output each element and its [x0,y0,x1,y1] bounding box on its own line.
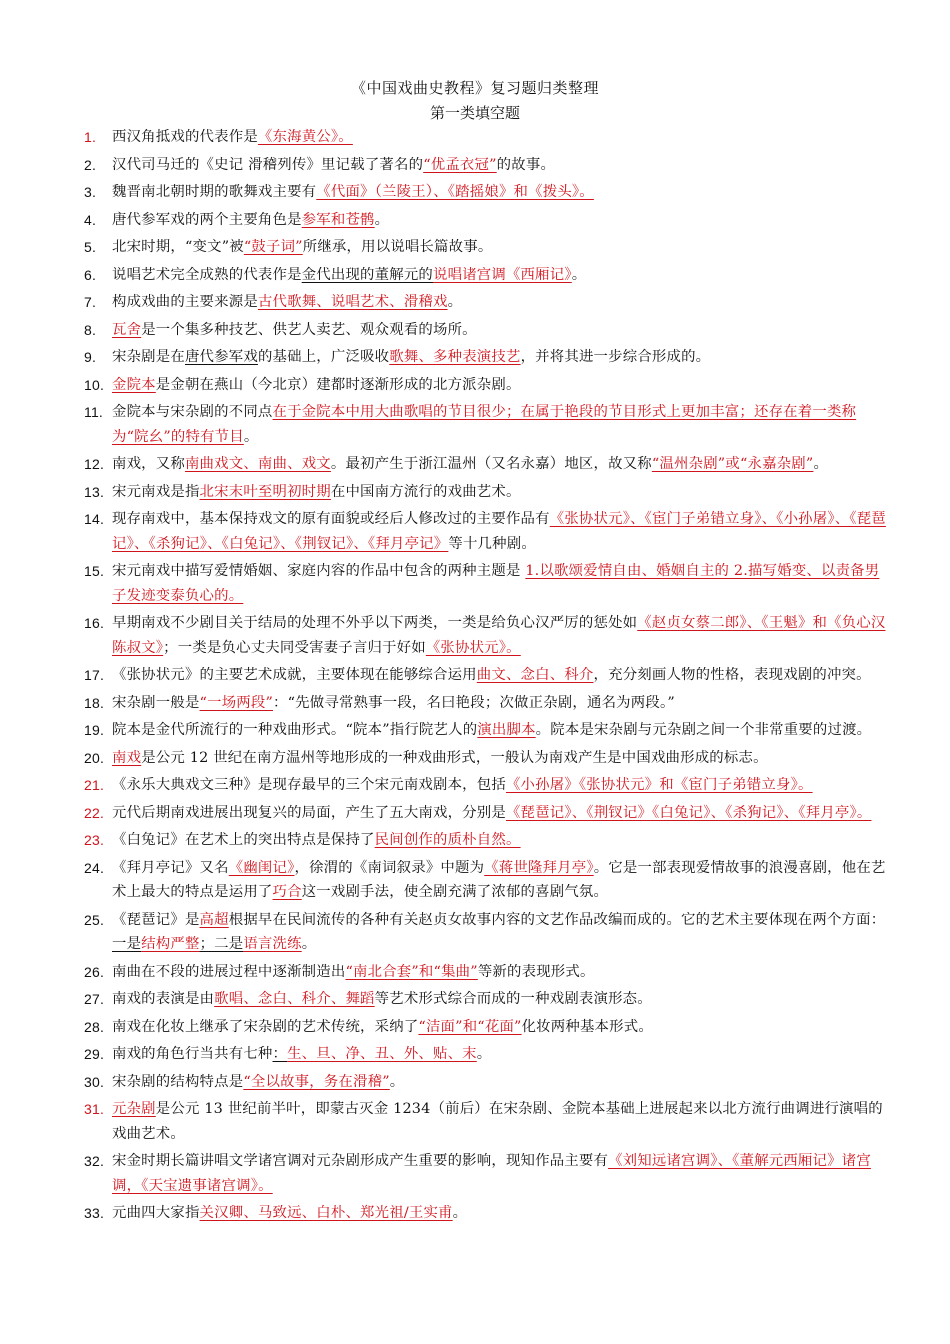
question-list [84,125,890,1229]
question-number: 27. [84,991,105,1007]
answer-text: “一场两段” [199,694,274,711]
question-item [84,1042,890,1067]
question-item [84,180,890,205]
answer-text: 歌唱、念白、科介、舞蹈 [214,991,375,1007]
question-item [84,691,890,716]
question-number: 4. [84,211,97,228]
answer-text: 元杂剧 [112,1101,156,1117]
question-text: 。它是一部表现爱情故事的浪漫喜剧，他在艺术上最大的特点是运用了 [112,859,886,900]
answer-text: 北宋末叶至明初时期 [199,483,331,500]
question-text: 《张协状元》的主要艺术成就，主要体现在能够综合运用 [112,667,477,683]
answer-text: 高超 [199,911,229,928]
question-text: 南戏在化妆上继承了宋杂剧的艺术传统，采纳了 [112,1018,419,1035]
question-text: 宋金时期长篇讲唱文学诸宫调对元杂剧形成产生重要的影响，现知作品主要有 [112,1153,609,1169]
question-text: 。 [374,211,390,228]
question-text: 宋杂剧是在 [112,349,185,365]
question-number: 8. [84,321,97,338]
question-item [84,318,890,343]
answer-text: 说唱诸宫调《西厢记》 [433,266,572,283]
answer-text: “南北合套”和“集曲” [345,963,478,980]
underlined-text: 唐代参军戏 [184,349,258,365]
question-text: 南戏的表演是由 [112,991,215,1007]
question-item [84,559,890,608]
question-number: 3. [84,184,97,200]
question-text: 构成戏曲的主要来源是 [112,294,258,310]
question-text: 元曲四大家指 [112,1205,200,1221]
underlined-text: 金代出现的董解元的 [301,266,434,283]
question-number: 6. [84,266,97,283]
answer-text: “洁面”和“花面” [418,1018,522,1035]
question-item [84,960,890,985]
question-text: 现存南戏中，基本保持戏文的原有面貌或经后人修改过的主要作品有 [112,511,550,527]
question-text: 宋杂剧的结构特点是 [112,1073,244,1090]
question-item [84,153,890,178]
question-item [84,828,890,853]
answer-text: “优孟衣冠” [423,156,497,173]
answer-text: 古代歌舞、说唱艺术、滑稽戏 [257,294,448,310]
question-text: 。 [452,1205,468,1221]
question-number: 22. [84,804,105,821]
question-number: 1. [84,129,97,145]
question-item [84,1070,890,1095]
question-text: 是一个集多种技艺、供艺人卖艺、观众观看的场所。 [141,321,477,338]
question-text: 是金朝在燕山（今北京）建都时逐渐形成的北方派杂剧。 [155,376,521,393]
question-item [84,773,890,798]
question-item [84,1015,890,1040]
question-text: 是公元 12 世纪在南方温州等地形成的一种戏曲形式，一般认为南戏产生是中国戏曲形成的标志。 [141,749,768,766]
question-item [84,452,890,477]
question-text: 《白兔记》在艺术上的突出特点是保持了 [112,832,375,848]
question-text: 北宋时期，“变文”被 [112,239,244,255]
answer-text: “鼓子词” [243,239,303,255]
answer-text: 《张协状元》、《宦门子弟错立身》、《小孙屠》、《琵琶记》、《杀狗记》、《白兔记》、《荆钗记》、《拜月亭记》 [112,511,886,552]
question-number: 23. [84,832,105,848]
question-number: 31. [84,1101,105,1117]
question-item [84,290,890,315]
question-number: 12. [84,456,105,472]
question-item [84,263,890,288]
answer-text: 《张协状元》。 [425,639,521,656]
answer-text: 《赵贞女蔡二郎》、《王魁》和《负心汉陈叔文》 [112,615,886,656]
question-number: 19. [84,722,105,738]
section-heading: 第一类填空题 [429,104,520,122]
question-number: 25. [84,911,105,928]
question-number: 17. [84,667,105,683]
question-text: 。 [301,936,317,952]
answer-text: 《幽闺记》 [228,859,295,876]
question-item [84,235,890,260]
question-number: 16. [84,615,105,631]
answer-text: 歌舞、多种表演技艺 [389,349,521,365]
underlined-text: ： [272,1046,288,1062]
question-text: 。 [571,266,587,283]
question-number: 14. [84,511,105,527]
question-number: 18. [84,694,105,711]
question-item [84,908,890,957]
question-text: 宋元南戏是指 [112,483,200,500]
question-number: 20. [84,749,105,766]
answer-text: 金院本 [112,376,156,393]
question-text: ；一类是负心丈夫同受害妻子言归于好如 [163,639,426,656]
question-item [84,718,890,743]
question-text: 。 [476,1046,492,1062]
question-text: ，徐渭的《南词叙录》中题为 [294,859,485,876]
question-item [84,856,890,905]
question-text: ：“先做寻常熟事一段，名曰艳段；次做正杂剧，通名为两段。” [273,694,675,711]
question-item [84,801,890,826]
question-text: 。 [243,428,259,445]
question-text: 这一戏剧手法，使全剧充满了浓郁的喜剧气氛。 [301,884,609,900]
question-text: 宋杂剧一般是 [112,694,200,711]
question-item [84,1201,890,1226]
question-number: 15. [84,563,105,579]
question-text: 南戏的角色行当共有七种 [112,1046,273,1062]
answer-text: 《小孙屠》《张协状元》和《宦门子弟错立身》。 [505,777,813,793]
question-item [84,507,890,556]
question-number: 32. [84,1153,105,1169]
answer-text: 《琵琶记》、《荆钗记》《白兔记》、《杀狗记》、《拜月亭》。 [505,804,872,821]
question-number: 29. [84,1046,105,1062]
question-text: 唐代参军戏的两个主要角色是 [112,211,302,228]
question-text: 。 [447,294,463,310]
question-text: 。院本是宋杂剧与元杂剧之间一个非常重要的过渡。 [535,722,872,738]
question-number: 10. [84,376,105,393]
question-text: 南曲在不段的进展过程中逐渐制造出 [112,963,346,980]
answer-text: 民间创作的质朴自然。 [374,832,521,848]
answer-text: 1.以歌颂爱情自由、婚姻自主的 2.描写婚变、以责备男子发迹变泰负心的。 [112,563,880,604]
question-text: 魏晋南北朝时期的歌舞戏主要有 [112,184,317,200]
question-item [84,400,890,449]
question-item [84,480,890,505]
question-item [84,345,890,370]
question-text: 在中国南方流行的戏曲艺术。 [330,483,521,500]
question-number: 9. [84,349,97,365]
question-text: 根据早在民间流传的各种有关赵贞女故事内容的文艺作品改编而成的。它的艺术主要体现在两个方面： [228,911,886,928]
question-item [84,746,890,771]
question-number: 7. [84,294,97,310]
question-item [84,1149,890,1198]
question-text: 的故事。 [496,156,556,173]
answer-text: 曲文、念白、科介 [476,667,594,683]
question-text: 所继承，用以说唱长篇故事。 [302,239,493,255]
question-text: 的基础上，广泛吸收 [257,349,390,365]
question-text: 。 [813,456,829,472]
question-item [84,611,890,660]
question-number: 33. [84,1205,105,1221]
question-text: 《永乐大典戏文三种》是现存最早的三个宋元南戏剧本，包括 [112,777,506,793]
question-text: 说唱艺术完全成熟的代表作是 [112,266,302,283]
question-text: 。 [389,1073,405,1090]
question-text: 元代后期南戏进展出现复兴的局面，产生了五大南戏，分别是 [112,804,506,821]
answer-text: 语言洗练 [243,936,302,952]
question-number: 5. [84,239,97,255]
question-text: 《拜月亭记》又名 [112,859,229,876]
question-text: 。最初产生于浙江温州（又名永嘉）地区，故又称 [330,456,652,472]
question-text: 《琵琶记》是 [112,911,200,928]
answer-text: 《刘知远诸宫调》、《董解元西厢记》诸宫调，《天宝遗事诸宫调》。 [112,1153,871,1194]
answer-text: 关汉卿、马致远、白朴、郑光祖/王实甫 [199,1205,453,1221]
answer-text: 《蒋世隆拜月亭》 [484,859,594,876]
question-text: 院本是金代所流行的一种戏曲形式。“院本”指行院艺人的 [112,722,478,738]
question-item [84,208,890,233]
answer-text: 南戏 [112,749,142,766]
question-number: 28. [84,1018,105,1035]
question-text: 等艺术形式综合而成的一种戏剧表演形态。 [374,991,652,1007]
answer-text: “温州杂剧”或“永嘉杂剧” [651,456,814,472]
answer-text: 瓦舍 [112,321,142,338]
question-text: 宋元南戏中描写爱情婚姻、家庭内容的作品中包含的两种主题是 [112,563,526,579]
question-text: 化妆两种基本形式。 [521,1018,653,1035]
document-title: 《中国戏曲史教程》复习题归类整理 [350,79,599,97]
question-text: 是公元 13 世纪前半叶，即蒙古灭金 1234（前后）在宋杂剧、金院本基础上进展起来以北方流行曲调进行演唱的戏曲艺术。 [112,1101,883,1142]
question-text: 等新的表现形式。 [477,963,595,980]
question-text: 等十几种剧。 [448,535,536,552]
underlined-text: 一是 [112,936,142,952]
question-number: 13. [84,483,105,500]
question-number: 24. [84,859,105,876]
question-number: 26. [84,963,105,980]
question-item [84,987,890,1012]
answer-text: 结构严整 [141,936,200,952]
question-number: 21. [84,777,105,793]
question-text: 早期南戏不少剧目关于结局的处理不外乎以下两类，一类是给负心汉严厉的惩处如 [112,615,638,631]
answer-text: 演出脚本 [477,722,536,738]
question-item [84,1097,890,1146]
question-text: ，充分刻画人物的性格，表现戏剧的冲突。 [593,667,871,683]
question-item [84,125,890,150]
answer-text: 《东海黄公》。 [257,129,353,145]
question-text: 西汉角抵戏的代表作是 [112,129,258,145]
answer-text: “全以故事，务在滑稽” [243,1073,390,1090]
answer-text: 《代面》（兰陵王）、《踏摇娘》和《拨头》。 [316,184,594,200]
answer-text: 生、旦、净、丑、外、贴、末 [287,1046,477,1062]
question-text: ，并将其进一步综合形成的。 [520,349,711,365]
question-number: 11. [84,404,104,420]
question-text: 南戏，又称 [112,456,185,472]
answer-text: 南曲戏文、南曲、戏文 [184,456,331,472]
question-number: 2. [84,156,97,173]
question-item [84,373,890,398]
question-number: 30. [84,1073,105,1090]
answer-text: 巧合 [272,884,302,900]
underlined-text: ；二是 [199,936,244,952]
question-text: 金院本与宋杂剧的不同点 [112,404,273,420]
answer-text: 在于金院本中用大曲歌唱的节目很少；在属于艳段的节目形式上更加丰富；还存在着一类称为“院幺”的特有节目 [112,404,857,445]
question-text: 汉代司马迁的《史记 滑稽列传》里记载了著名的 [112,156,424,173]
question-item [84,663,890,688]
answer-text: 参军和苍鹘 [301,211,375,228]
